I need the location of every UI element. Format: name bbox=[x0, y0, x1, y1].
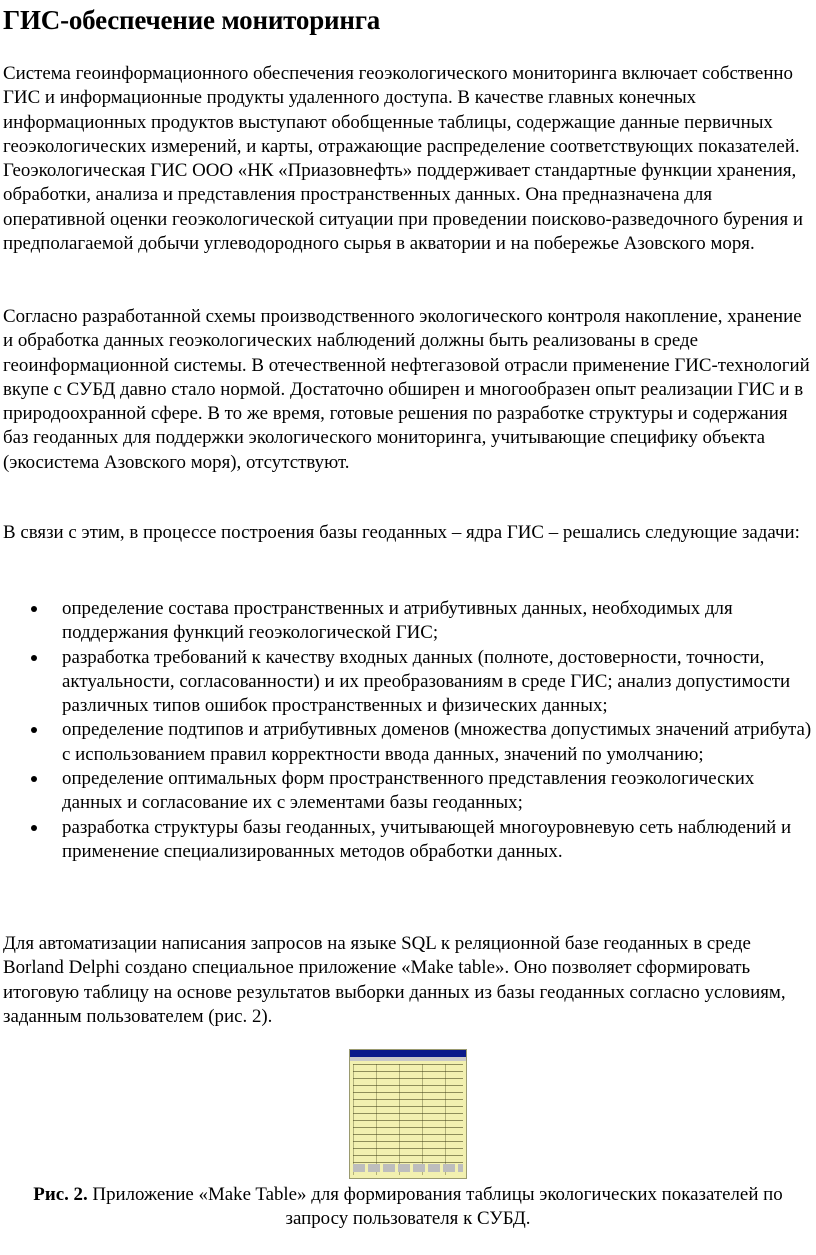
list-item: определение подтипов и атрибутивных доменов (множества допустимых значений атрибута) с использованием правил корректности ввода данных, значений по умолчанию; bbox=[0, 718, 814, 767]
paragraph-gis-system: Система геоинформационного обеспечения геоэкологического мониторинга включает собственно ГИС и информационные продукты удаленного доступа. В качестве главных конечных информационных продуктов выступают обобщенные таблицы, содержащие данные первичных геоэкологических измерений, и карты, отражающие распределение соответствующих показателей. Геоэкологическая ГИС ООО «НК «Приазовнефть» поддерживает стандартные функции хранения, обработки, анализа и представления пространственных данных. Она предназначена для оперативной оценки геоэкологической ситуации при проведении поисково-разведочного бурения и предполагаемой добычи углеводородного сырья в акватории и на побережье Азовского моря. bbox=[3, 63, 804, 255]
tasks-list bbox=[0, 597, 816, 864]
figure-menubar bbox=[350, 1057, 466, 1061]
figure-caption-text: Приложение «Make Table» для формирования таблицы экологических показателей по запросу пользователя к СУБД. bbox=[87, 1184, 783, 1230]
figure-titlebar bbox=[350, 1050, 466, 1057]
paragraph-make-table: Для автоматизации написания запросов на языке SQL к реляционной базе геоданных в среде Borland Delphi создано специальное приложение «Make table». Оно позволяет сформировать итоговую таблицу на основе результатов выборки данных из базы геоданных согласно условиям, заданным пользователем (рис. 2). bbox=[3, 933, 786, 1027]
list-item: определение оптимальных форм пространственного представления геоэкологических данных и согласование их с элементами базы геоданных; bbox=[0, 767, 814, 816]
make-table-screenshot-image bbox=[349, 1049, 467, 1179]
paragraph-control-scheme: Согласно разработанной схемы производственного экологического контроля накопление, хранение и обработка данных геоэкологических наблюдений должны быть реализованы в среде геоинформационной системы. В отечественной нефтегазовой отрасли применение ГИС-технологий вкупе с СУБД давно стало нормой. Достаточно обширен и многообразен опыт реализации ГИС и в природоохранной сфере. В то же время, готовые решения по разработке структуры и содержания баз геоданных для поддержки экологического мониторинга, учитывающие специфику объекта (экосистема Азовского моря), отсутствуют. bbox=[3, 306, 810, 473]
figure-button-row bbox=[353, 1164, 463, 1172]
bullet-icon bbox=[31, 825, 37, 831]
figure-caption-label: Рис. 2. bbox=[33, 1184, 88, 1205]
figure-caption bbox=[0, 1183, 816, 1232]
paragraph-tasks-intro: В связи с этим, в процессе построения базы геоданных – ядра ГИС – решались следующие задачи: bbox=[3, 522, 800, 543]
list-item: разработка структуры базы геоданных, учитывающей многоуровневую сеть наблюдений и применение специализированных методов обработки данных. bbox=[0, 816, 814, 865]
bullet-icon bbox=[31, 727, 37, 733]
list-item: разработка требований к качеству входных данных (полноте, достоверности, точности, актуальности, согласованности) и их преобразованиям в среде ГИС; анализ допустимости различных типов ошибок пространственных и физических данных; bbox=[0, 646, 814, 719]
bullet-icon bbox=[31, 776, 37, 782]
list-item: определение состава пространственных и атрибутивных данных, необходимых для поддержания функций геоэкологической ГИС; bbox=[0, 597, 814, 646]
bullet-icon bbox=[31, 606, 37, 612]
figure-table-grid bbox=[353, 1064, 463, 1175]
page-title: ГИС-обеспечение мониторинга bbox=[3, 5, 381, 35]
bullet-icon bbox=[31, 655, 37, 661]
